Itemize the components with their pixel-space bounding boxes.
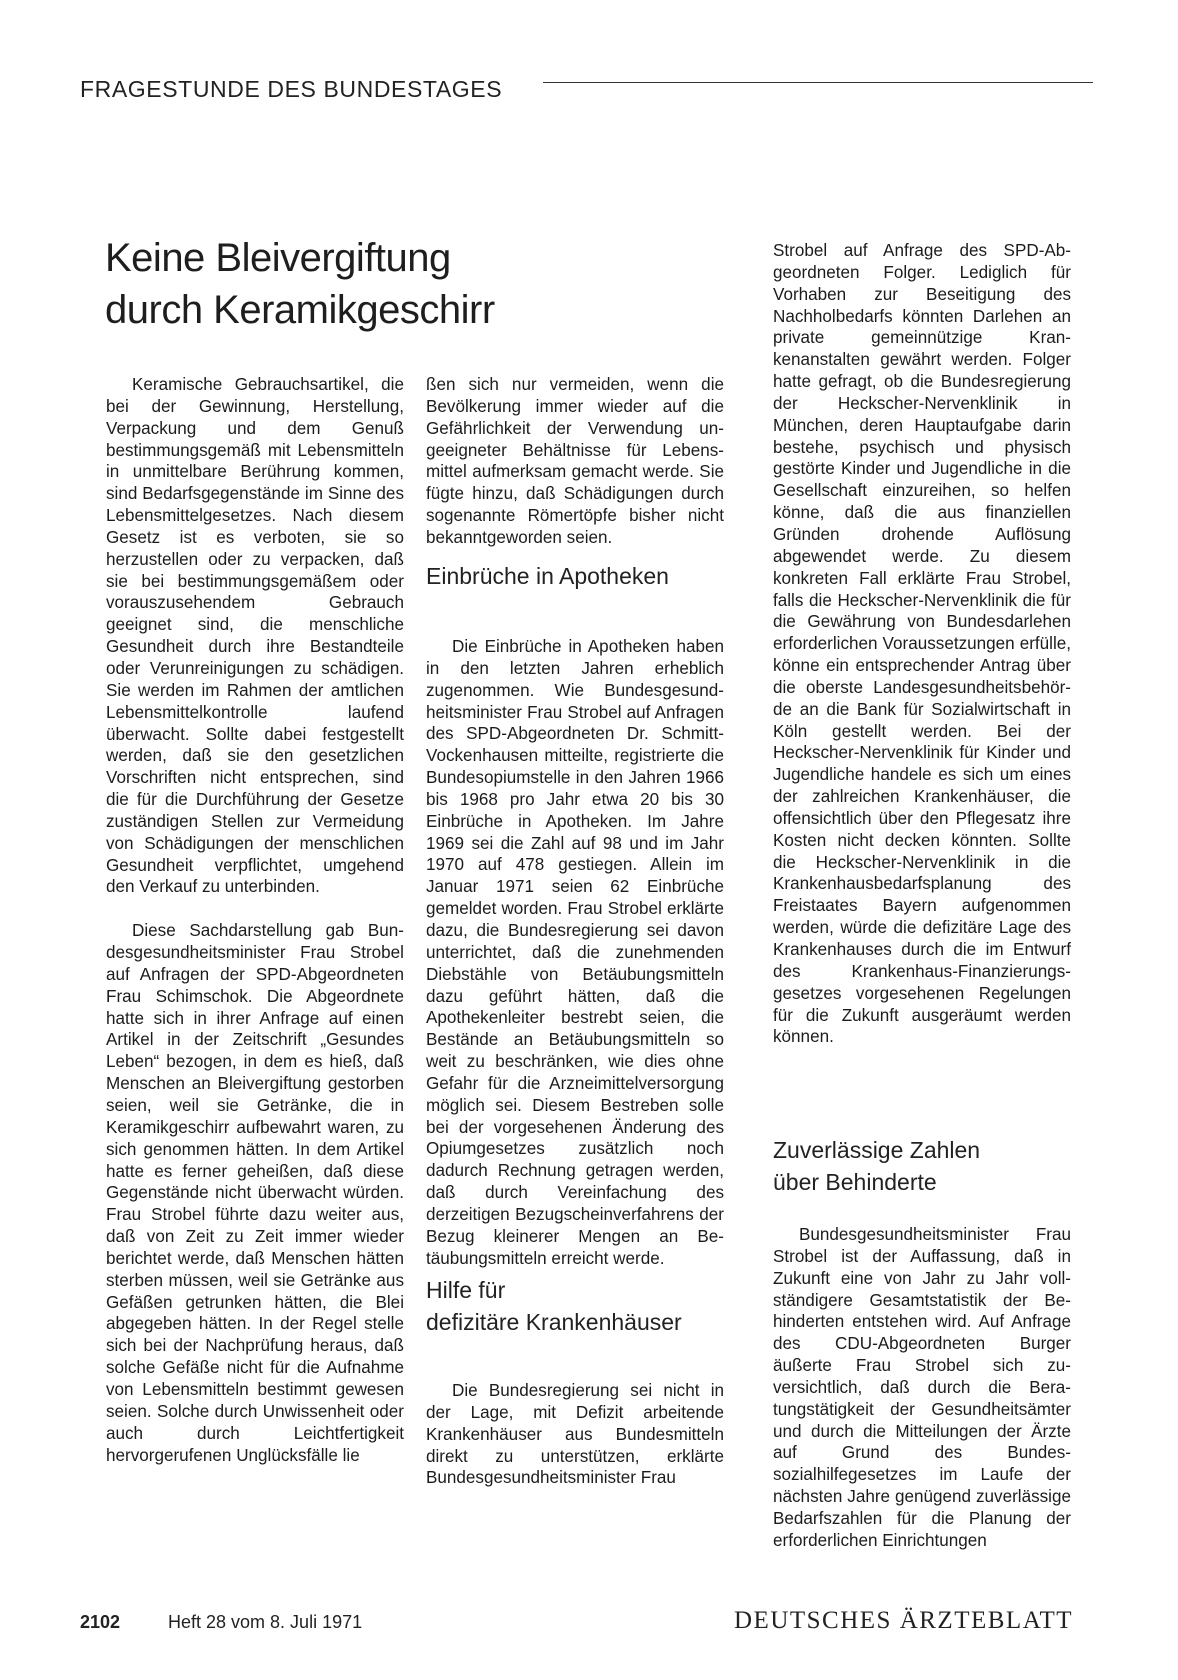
paragraph-sachdarstellung: Diese Sachdarstellung gab Bundesgesundheitsminister Frau Strobel auf Anfragen der SPD-Abgeordneten Frau Schimschok. Die Abgeordnete hatte sich in ihrer Anfrage auf einen Artikel in der Zeitschrift „Gesundes Leben“ bezogen, in dem es hieß, daß Menschen an Bleivergiftung gestorben seien, weil sie Getränke, die in Keramikgeschirr aufbewahrt waren, zu sich genommen hätten. In dem Artikel hatte es ferner geheißen, daß diese Gegenstände nicht überwacht würden. Frau Strobel führte dazu weiter aus, daß von Zeit zu Zeit immer wieder berichtet werde, daß Menschen hätten sterben müssen, weil sie Getränke aus Gefäßen getrunken hätten, die Blei abgegeben hätten. In der Regel stelle sich bei der Nachprüfung heraus, daß solche Gefäße nicht für die Aufnahme von Lebensmitteln bestimmt gewesen seien. Solche durch Unwissenheit oder auch durch Leichtfertigkeit hervorgerufenen Unglücksfälle lie: [106, 921, 404, 1465]
paragraph-krankenhaeuser-continued: Strobel auf Anfrage des SPD-Abgeordneten Folger. Lediglich für Vorhaben zur Beseitigung des Nachholbedarfs könnten Darlehen an private gemeinnützige Krankenanstalten gewährt werden. Folger hatte gefragt, ob die Bundesregierung der Heckscher-Nervenklinik in München, deren Hauptaufgabe darin bestehe, psychisch und physisch gestörte Kinder und Jugendliche in die Gesellschaft einzureihen, so helfen könne, daß die aus finanziellen Gründen drohende Auflösung abgewendet werde. Zu diesem konkreten Fall erklärte Frau Strobel, falls die Heckscher-Nervenklinik die für die Gewährung von Bundesdarlehen erforderlichen Voraussetzungen erfülle, könne ein entsprechender Antrag über die oberste Landesgesundheitsbehörde an die Bank für Sozialwirtschaft in Köln gestellt werden. Bei der Heckscher-Nervenklinik für Kinder und Jugendliche handele es sich um eines der zahlreichen Krankenhäuser, die offensichtlich über den Pflegesatz ihre Kosten nicht decken könnten. Sollte die Heckscher-Nervenklinik in die Krankenhausbedarfsplanung des Freistaates Bayern aufgenommen werden, würde die defizitäre Lage des Krankenhauses durch die im Entwurf des Krankenhaus-Finanzierungsgesetzes vorgesehenen Regelungen für die Zukunft ausgeräumt werden können.: [773, 241, 1071, 1047]
column-1: [106, 374, 404, 1466]
column-2: [426, 374, 724, 549]
heading-hilfe-krankenhaeuser: [426, 1274, 682, 1338]
header-rule: [543, 82, 1093, 83]
heading-einbrueche-apotheken: Einbrüche in Apotheken: [426, 563, 669, 589]
heading-hilfe-line-1: Hilfe für: [426, 1277, 506, 1303]
running-title: FRAGESTUNDE DES BUNDESTAGES: [80, 76, 503, 102]
paragraph-intro: Keramische Gebrauchsartikel, die bei der Gewinnung, Herstellung, Verpackung und dem Genuß bestimmungsgemäß mit Lebensmitteln in unmittelbare Berührung kommen, sind Bedarfsgegenstände im Sinne des Lebensmittelgesetzes. Nach diesem Gesetz ist es verboten, sie so herzustellen oder zu verpacken, daß sie bei bestimmungsgemäßem oder vorauszusehendem Gebrauch geeignet sind, die menschliche Gesundheit durch ihre Bestandteile oder Verunreinigungen zu schädigen. Sie werden im Rahmen der amtlichen Lebensmittelkontrolle laufend überwacht. Sollte dabei festgestellt werden, daß sie den gesetzlichen Vorschriften nicht entsprechen, sind die für die Durchführung der Gesetze zuständigen Stellen zur Vermeidung von Schädigungen der menschlichen Gesundheit verpflichtet, umgehend den Verkauf zu unterbinden.: [106, 375, 404, 897]
article-title: [105, 232, 625, 336]
paragraph-continuation: ßen sich nur vermeiden, wenn die Bevölkerung immer wieder auf die Gefährlichkeit der Verwendung ungeeigneter Behältnisse für Lebensmittel aufmerksam gemacht werde. Sie fügte hinzu, daß Schädigungen durch sogenannte Römertöpfe bisher nicht bekanntgeworden seien.: [426, 375, 724, 547]
heading-zahlen-line-2: über Behinderte: [773, 1169, 937, 1195]
article-title-line-2: durch Keramikgeschirr: [105, 288, 495, 332]
section-apotheken-body: [426, 636, 724, 1269]
page-number: 2102: [80, 1612, 121, 1632]
masthead: DEUTSCHES ÄRZTEBLATT: [734, 1607, 1074, 1634]
heading-zahlen-behinderte: [773, 1134, 980, 1198]
heading-hilfe-line-2: defizitäre Krankenhäuser: [426, 1309, 682, 1335]
paragraph-krankenhaeuser: Die Bundesregierung sei nicht in der Lage, mit Defizit arbeitende Krankenhäuser aus Bundesmitteln direkt zu unterstützen, erklärte Bundesgesundheitsminister Frau: [426, 1381, 724, 1488]
column-3: [773, 240, 1071, 1048]
heading-zahlen-line-1: Zuverlässige Zahlen: [773, 1137, 981, 1163]
article-title-line-1: Keine Bleivergiftung: [105, 236, 451, 280]
section-krankenhaeuser-body: [426, 1380, 724, 1489]
paragraph-apotheken: Die Einbrüche in Apotheken haben in den letzten Jahren erheblich zugenommen. Wie Bundesgesundheitsminister Frau Strobel auf Anfragen des SPD-Abgeordneten Dr. Schmitt-Vockenhausen mitteilte, registrierte die Bundesopiumstelle in den Jahren 1966 bis 1968 pro Jahr etwa 20 bis 30 Einbrüche in Apotheken. Im Jahre 1969 sei die Zahl auf 98 und im Jahr 1970 auf 478 gestiegen. Allein im Januar 1971 seien 62 Einbrüche gemeldet worden. Frau Strobel erklärte dazu, die Bundesregierung sei davon unterrichtet, daß die zunehmenden Diebstähle von Betäubungsmitteln dazu geführt hätten, daß die Apothekenleiter bestrebt seien, die Bestände an Betäubungsmitteln so weit zu beschränken, wie dies ohne Gefahr für die Arzneimittelversorgung möglich sei. Diesem Bestreben solle bei der vorgesehenen Änderung des Opiumgesetzes zusätzlich noch dadurch Rechnung getragen werden, daß durch Vereinfachung des derzeitigen Bezugscheinverfahrens der Bezug kleinerer Mengen an Betäubungsmitteln erreicht werde.: [426, 637, 724, 1268]
paragraph-behinderte: Bundesgesundheitsminister Frau Strobel ist der Auffassung, daß in Zukunft eine von Jahr zu Jahr vollständigere Gesamtstatistik der Behinderten entstehen wird. Auf Anfrage des CDU-Abgeordneten Burger äußerte Frau Strobel sich zuversichtlich, daß durch die Beratungstätigkeit der Gesundheitsämter und durch die Mitteilungen der Ärzte auf Grund des Bundessozialhilfegesetzes im Laufe der nächsten Jahre genügend zuverlässige Bedarfszahlen für die Planung der erforderlichen Einrichtungen: [773, 1225, 1071, 1550]
issue-info: Heft 28 vom 8. Juli 1971: [168, 1612, 363, 1632]
section-behinderte-body: [773, 1224, 1071, 1552]
